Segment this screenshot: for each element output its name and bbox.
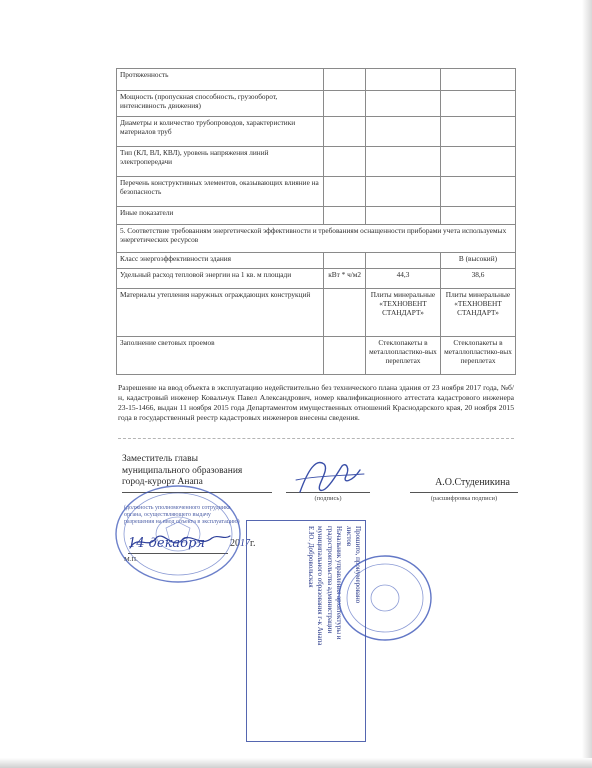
table-row <box>117 207 516 225</box>
cell-unit <box>324 337 366 375</box>
cell-project: 44,3 <box>365 269 440 289</box>
cell-project <box>365 91 440 117</box>
signature-scribble <box>290 452 370 498</box>
cell-actual: Стеклопакеты в металлопластико-вых переплетах <box>440 337 515 375</box>
table-row <box>117 269 516 289</box>
divider <box>118 438 514 439</box>
page-edge-right <box>582 0 592 768</box>
cell-label: Иные показатели <box>117 207 324 225</box>
stamp-line-2: листов <box>344 526 353 547</box>
cell-label: Удельный расход тепловой энергии на 1 кв. м площади <box>117 269 324 289</box>
stamp-line-5: муниципального образования г-к Анапа <box>316 526 325 646</box>
cell-label: Мощность (пропускная способность, грузооборот, интенсивность движения) <box>117 91 324 117</box>
name-underline <box>410 492 518 493</box>
position-line-2: муниципального образования <box>122 465 243 476</box>
year-handwritten: 17 <box>240 538 250 549</box>
cell-project: Стеклопакеты в металлопластико-вых переплетах <box>365 337 440 375</box>
table-row <box>117 177 516 207</box>
name-caption: (расшифровка подписи) <box>430 495 498 502</box>
date-handwriting <box>126 526 236 556</box>
stamp-line-3: Начальник управления архитектуры и <box>335 526 344 640</box>
properties-table <box>116 68 516 375</box>
signer-name: А.О.Студеникина <box>435 477 510 488</box>
cell-unit <box>324 117 366 147</box>
table-row <box>117 289 516 337</box>
seal-place-label: М.П. <box>124 556 138 563</box>
cell-actual: Плиты минеральные «ТЕХНОВЕНТ СТАНДАРТ» <box>440 289 515 337</box>
cell-label: Протяженность <box>117 69 324 91</box>
permit-note-paragraph: Разрешение на ввод объекта в эксплуатацию недействительно без технического плана здания от 23 ноября 2017 года, №б/н, кадастровый инженер Ковальчук Павел Александрович, номер квалификационного аттестата кадастрового инженера 23-15-1466, выдан 11 ноября 2015 года Департаментом имущественных отношений Краснодарского края, 20 ноября 2015 года в государственный реестр кадастровых инженеров внесены сведения. <box>118 383 514 423</box>
table-row <box>117 337 516 375</box>
cell-label: Класс энергоэффективности здания <box>117 253 324 269</box>
stamp-line-1: Прошито, пронумеровано <box>354 526 362 604</box>
cell-label: Перечень конструктивных элементов, оказывающих влияние на безопасность <box>117 177 324 207</box>
cell-label: Материалы утепления наружных ограждающих конструкций <box>117 289 324 337</box>
cell-unit: кВт * ч/м2 <box>324 269 366 289</box>
table-row <box>117 147 516 177</box>
section-row <box>117 225 516 253</box>
cell-unit <box>324 177 366 207</box>
cell-actual: В (высокий) <box>440 253 515 269</box>
year-suffix: г. <box>250 538 256 549</box>
cell-actual <box>440 177 515 207</box>
cell-actual: 38,6 <box>440 269 515 289</box>
cell-project: Плиты минеральные «ТЕХНОВЕНТ СТАНДАРТ» <box>365 289 440 337</box>
table-row <box>117 117 516 147</box>
page-edge-bottom <box>0 758 592 768</box>
table-row <box>117 91 516 117</box>
cell-project <box>365 177 440 207</box>
cell-unit <box>324 207 366 225</box>
position-line-1: Заместитель главы <box>122 454 198 464</box>
cell-project <box>365 117 440 147</box>
cell-unit <box>324 289 366 337</box>
cell-project <box>365 69 440 91</box>
table-row <box>117 69 516 91</box>
signature-caption: (подпись) <box>314 495 342 502</box>
table-row <box>117 253 516 269</box>
position-line-3: город-курорт Анапа <box>122 477 203 488</box>
cell-label: Диаметры и количество трубопроводов, характеристики материалов труб <box>117 117 324 147</box>
cell-project <box>365 253 440 269</box>
stamp-line-4: градостроительства администрации <box>325 526 334 634</box>
official-seal-right <box>330 548 440 648</box>
cell-project <box>365 147 440 177</box>
cell-actual <box>440 147 515 177</box>
cell-actual <box>440 91 515 117</box>
position-caption: (должность уполномоченного сотрудника органа, осуществляющего выдачу разрешения на ввод объекта в эксплуатацию) <box>124 505 240 526</box>
stamp-line-6: Е.Ю. Добровольская <box>306 526 315 588</box>
cell-actual <box>440 69 515 91</box>
cell-unit <box>324 69 366 91</box>
cell-unit <box>324 147 366 177</box>
year-prefix: 20 <box>230 538 240 549</box>
section-heading: 5. Соответствие требованиям энергетической эффективности и требованиям оснащенности приборами учета используемых энергетических ресурсов <box>117 225 516 253</box>
cell-label: Тип (КЛ, ВЛ, КВЛ), уровень напряжения линий электропередачи <box>117 147 324 177</box>
cell-unit <box>324 91 366 117</box>
cell-actual <box>440 117 515 147</box>
cell-label: Заполнение световых проемов <box>117 337 324 375</box>
cell-unit <box>324 253 366 269</box>
cell-actual <box>440 207 515 225</box>
date-handwritten: 14 декабря <box>128 536 205 551</box>
cell-project <box>365 207 440 225</box>
